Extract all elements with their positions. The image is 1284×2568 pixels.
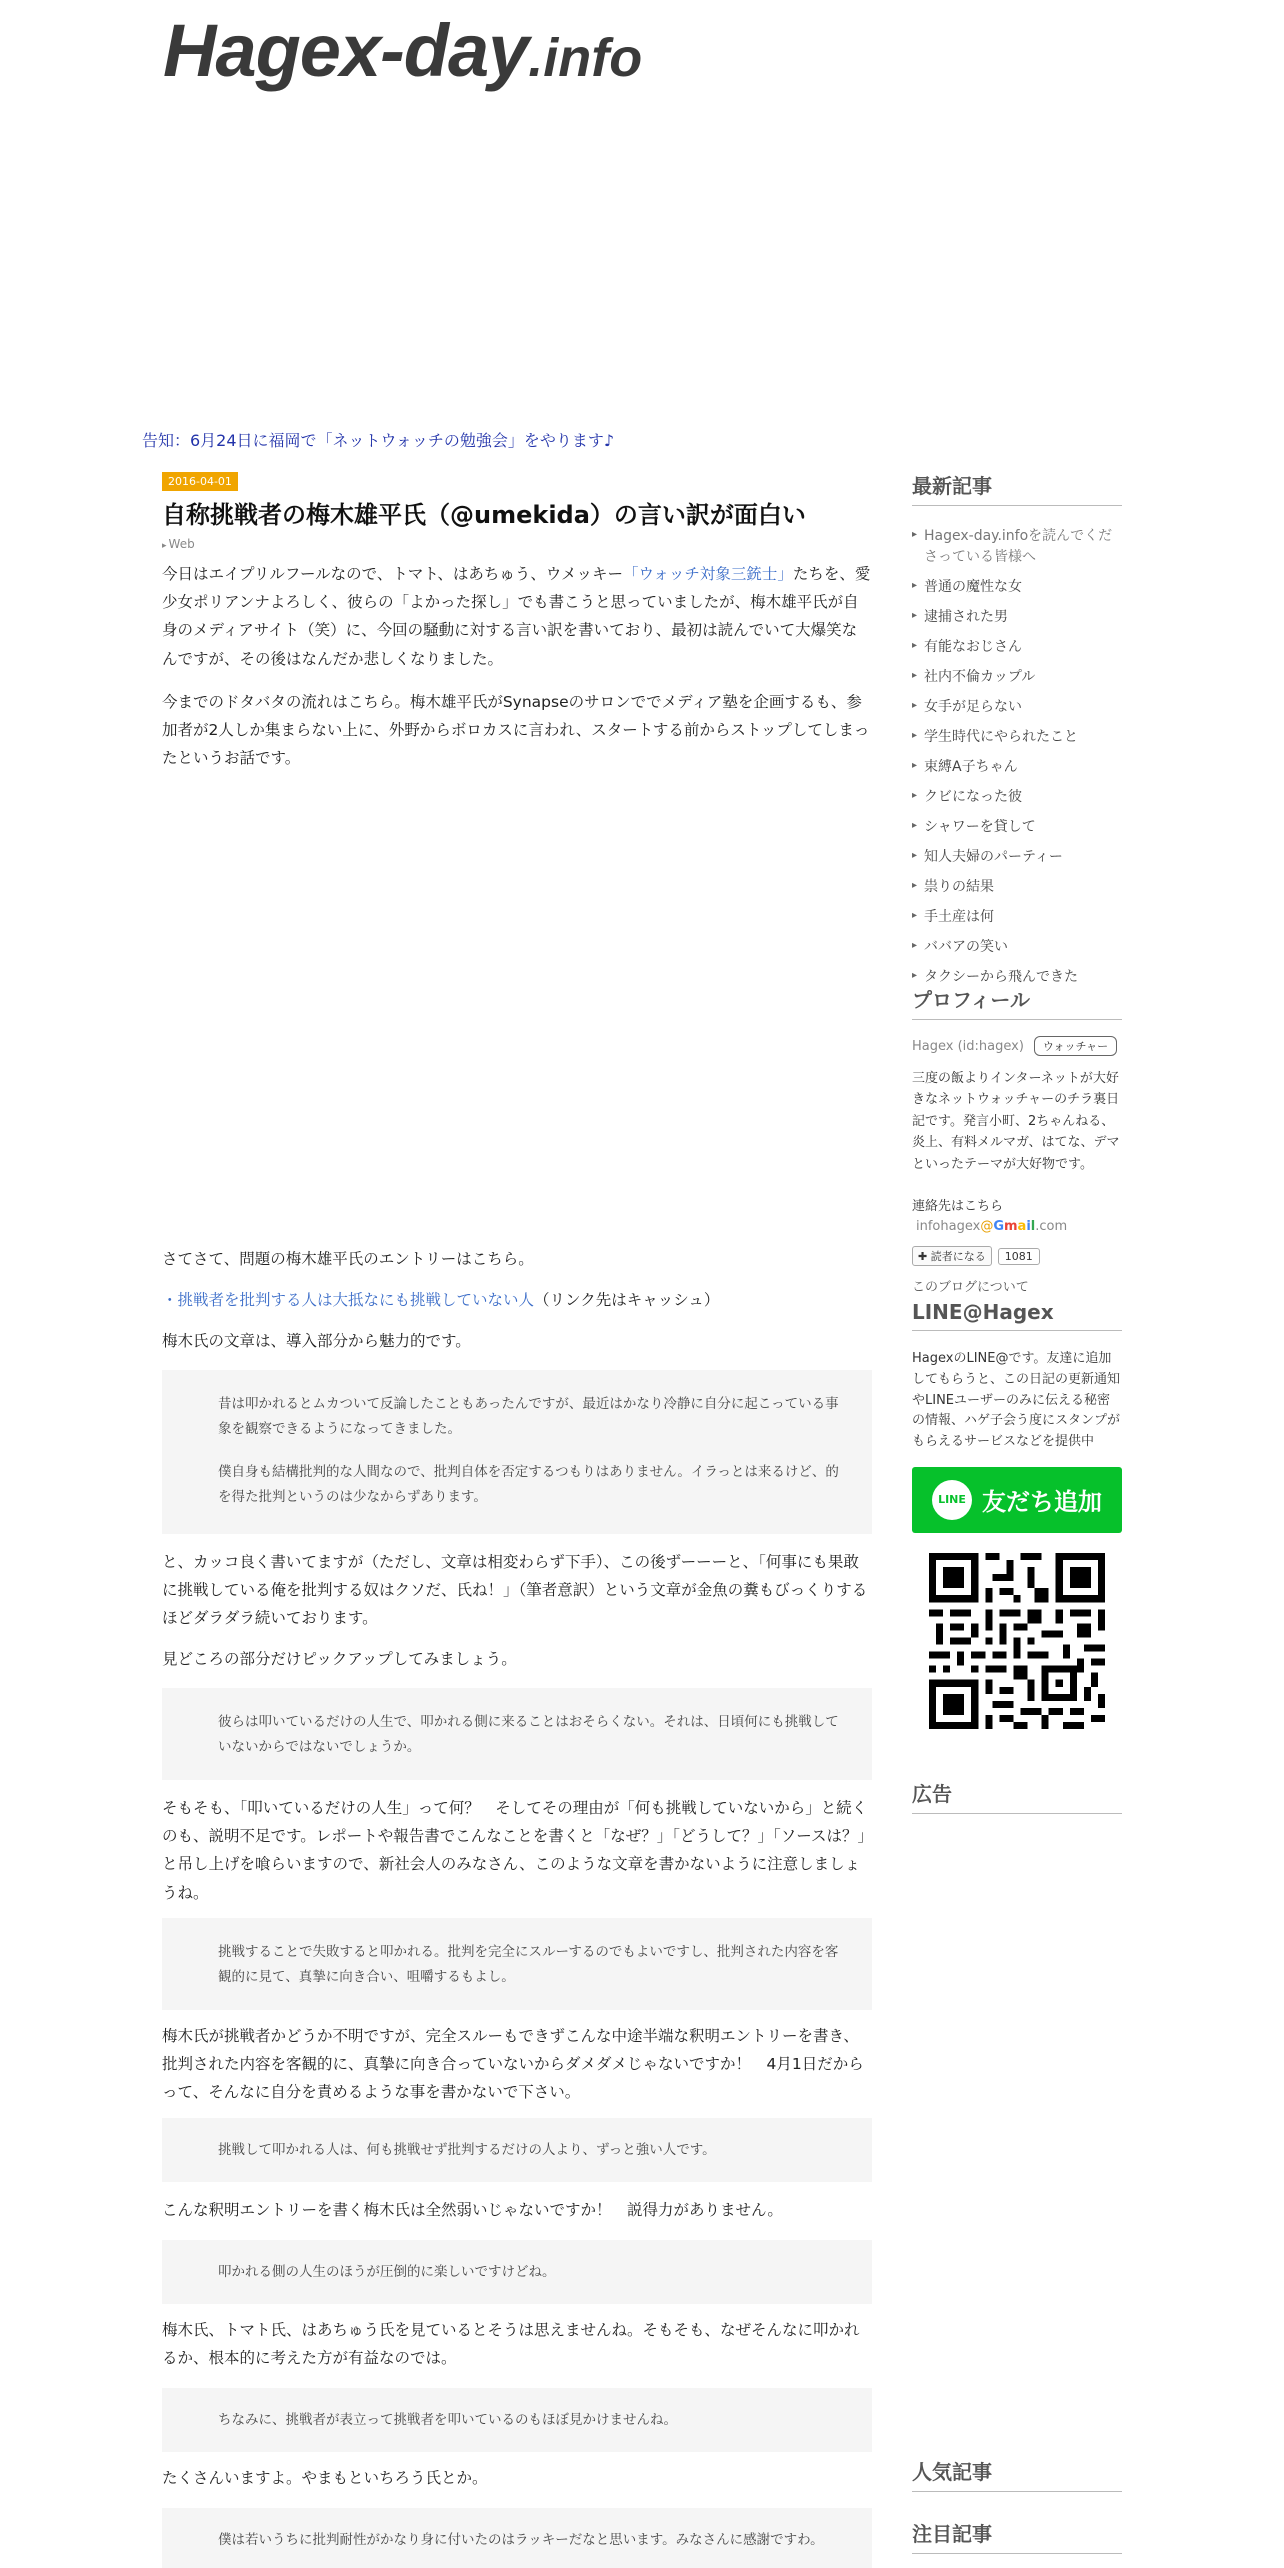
quote-2: 彼らは叩いているだけの人生で、叩かれる側に来ることはおそらくない。それは、日頃何にも挑戦していないからではないでしょうか。 xyxy=(218,1714,839,1755)
contact-block xyxy=(912,1197,1122,1236)
entry-paragraph-8: そもそも、「叩いているだけの人生」って何？ そしてその理由が「何も挑戦していないから」と続くのも、説明不足です。レポートや報告書でこんなことを書くと「なぜ？」「どうして？」「ソースは？」と吊し上げを喰らいますので、新社会人のみなさん、このような文章を書かないように注意しましょうね。 xyxy=(162,1799,868,1902)
entry-paragraph-12: たくさんいますよ。やまもといちろう氏とか。 xyxy=(162,2469,488,2487)
p1-text-after: たちを、愛少女ポリアンナよろしく、彼らの「よかった探し」でも書こうと思っていましたが、梅木雄平氏が自身のメディアサイト（笑）に、今回の騒動に対する言い訳を書いており、最初は読んでいて大爆笑なんですが、その後はなんだか悲しくなりました。 xyxy=(162,565,871,668)
blockquote-4 xyxy=(162,2118,872,2182)
entry-header xyxy=(162,470,872,551)
recent-item[interactable]: ▸ 祟りの結果 xyxy=(912,877,1122,898)
mail-at: @ xyxy=(980,1218,994,1234)
recent-item[interactable]: ▸ 学生時代にやられたこと xyxy=(912,727,1122,748)
blockquote-1 xyxy=(162,1370,872,1534)
recent-item[interactable]: ▸ 社内不倫カップル xyxy=(912,667,1122,688)
recent-item[interactable]: ▸ クビになった彼 xyxy=(912,787,1122,808)
entry-paragraph-4 xyxy=(162,1286,872,1314)
entry-paragraph-10: こんな釈明エントリーを書く梅木氏は全然弱いじゃないですか！ 説得力がありません。 xyxy=(162,2201,783,2219)
category-triangle-icon: ▸ xyxy=(162,541,167,552)
quote-1b: 僕自身も結構批判的な人間なので、批判自体を否定するつもりはありません。イラっとは来るけど、的を得た批判というのは少なからずあります。 xyxy=(218,1463,839,1505)
profile-badge: ウォッチャー xyxy=(1034,1036,1117,1056)
line-qr-code-icon[interactable] xyxy=(929,1553,1105,1729)
ad-heading: 広告 xyxy=(912,1778,1122,1814)
about-blog-link[interactable]: このブログについて xyxy=(912,1280,1029,1296)
recent-item[interactable]: ▸ 手土産は何 xyxy=(912,907,1122,928)
profile-description: 三度の飯よりインターネットが大好きなネットウォッチャーのチラ裏日記です。発言小町、2ちゃんねる、炎上、有料メルマガ、はてな、デマといったテーマが大好物です。 xyxy=(912,1071,1120,1172)
entry-category[interactable] xyxy=(162,537,872,551)
gmail-logo-icon: Gmail xyxy=(993,1218,1036,1234)
recent-item[interactable]: ▸ 知人夫婦のパーティー xyxy=(912,847,1122,868)
recent-list xyxy=(912,526,1122,988)
cache-note: （リンク先はキャッシュ） xyxy=(534,1291,720,1309)
quote-6: ちなみに、挑戦者が表立って挑戦者を叩いているのもほぼ見かけませんね。 xyxy=(218,2412,677,2428)
featured-heading: 注目記事 xyxy=(912,2518,1122,2554)
entry-date[interactable]: 2016-04-01 xyxy=(162,472,238,491)
recent-item[interactable]: ▸ 普通の魔性な女 xyxy=(912,577,1122,598)
reader-row xyxy=(912,1246,1122,1266)
entry-paragraph-3: さてさて、問題の梅木雄平氏のエントリーはこちら。 xyxy=(162,1250,534,1268)
blockquote-2 xyxy=(162,1688,872,1780)
entry-paragraph-5: 梅木氏の文章は、導入部分から魅力的です。 xyxy=(162,1332,471,1350)
site-title-sub[interactable]: .info xyxy=(528,28,643,88)
quote-1a: 昔は叩かれるとムカついて反論したこともあったんですが、最近はかなり冷静に自分に起こっている事象を観察できるようになってきました。 xyxy=(218,1396,839,1437)
quote-4: 挑戦して叩かれる人は、何も挑戦せず批判するだけの人より、ずっと強い人です。 xyxy=(218,2142,716,2158)
site-title-main[interactable]: Hagex-day xyxy=(163,9,529,92)
sidebar-popular xyxy=(912,2456,1122,2492)
recent-item[interactable]: ▸ シャワーを貸して xyxy=(912,817,1122,838)
entry-paragraph-9: 梅木氏が挑戦者かどうか不明ですが、完全スルーもできずこんな中途半端な釈明エントリーを書き、批判された内容を客観的に、真摯に向き合っていないからダメダメじゃないですか！ 4月1日だからって、そんなに自分を責めるような事を書かないで下さい。 xyxy=(162,2027,864,2102)
recent-item[interactable]: ▸ 女手が足らない xyxy=(912,697,1122,718)
entry-paragraph-2: 今までのドタバタの流れはこちら。梅木雄平氏がSynapseのサロンででメディア塾を企画するも、参加者が2人しか集まらない上に、外野からボロカスに言われ、スタートする前からストップしてしまったというお話です。 xyxy=(162,693,870,768)
recent-item[interactable]: ▸ ババアの笑い xyxy=(912,937,1122,958)
contact-label: 連絡先はこちら xyxy=(912,1199,1004,1215)
umeki-entry-link[interactable]: ・挑戦者を批判する人は大抵なにも挑戦していない人 xyxy=(162,1291,535,1309)
category-label[interactable]: Web xyxy=(168,537,195,552)
sidebar-ad xyxy=(912,1778,1122,1814)
p1-text-before: 今日はエイプリルフールなので、トマト、はあちゅう、ウメッキー xyxy=(162,565,623,583)
profile-heading: プロフィール xyxy=(912,984,1122,1020)
sidebar-recent xyxy=(912,470,1122,997)
recent-item[interactable]: ▸ 有能なおじさん xyxy=(912,637,1122,658)
line-logo-icon: LINE xyxy=(932,1480,972,1520)
mail-user: infohagex xyxy=(916,1218,981,1234)
sidebar-profile xyxy=(912,984,1122,1295)
recent-heading: 最新記事 xyxy=(912,470,1122,506)
reader-count[interactable]: 1081 xyxy=(998,1248,1040,1265)
quote-7: 僕は若いうちに批判耐性がかなり身に付いたのはラッキーだなと思います。みなさんに感謝ですわ。 xyxy=(218,2532,824,2548)
recent-item[interactable]: ▸ タクシーから飛んできた xyxy=(912,967,1122,988)
recent-item[interactable]: ▸ 逮捕された男 xyxy=(912,607,1122,628)
event-notice-link[interactable]: 告知：6月24日に福岡で「ネットウォッチの勉強会」をやります♪ xyxy=(142,431,615,450)
line-add-friend-label: 友だち追加 xyxy=(982,1488,1102,1517)
popular-heading: 人気記事 xyxy=(912,2456,1122,2492)
contact-email xyxy=(916,1217,1122,1237)
recent-item[interactable]: ▸ 束縛A子ちゃん xyxy=(912,757,1122,778)
entry-paragraph-1 xyxy=(162,560,872,673)
blockquote-7 xyxy=(162,2508,872,2568)
blockquote-5 xyxy=(162,2240,872,2304)
quote-5: 叩かれる側の人生のほうが圧倒的に楽しいですけどね。 xyxy=(218,2264,556,2280)
blockquote-3 xyxy=(162,1918,872,2010)
entry-paragraph-7: 見どころの部分だけピックアップしてみましょう。 xyxy=(162,1650,517,1668)
entry-paragraph-6: と、カッコ良く書いてますが（ただし、文章は相変わらず下手）、この後ずーーーと、「何事にも果敢に挑戦している俺を批判する奴はクソだ、氏ね！」（筆者意訳）という文章が金魚の糞もびっくりするほどダラダラ続いております。 xyxy=(162,1553,868,1628)
site-title[interactable] xyxy=(163,8,642,93)
entry-paragraph-11: 梅木氏、トマト氏、はあちゅう氏を見ているとそうは思えませんね。そもそも、なぜそんなに叩かれるか、根本的に考えた方が有益なのでは。 xyxy=(162,2321,860,2368)
entry-title[interactable]: 自称挑戦者の梅木雄平氏（@umekida）の言い訳が面白い xyxy=(162,501,806,529)
blockquote-6 xyxy=(162,2388,872,2452)
mail-tld: .com xyxy=(1035,1218,1068,1234)
watch-target-link[interactable]: 「ウォッチ対象三銃士」 xyxy=(622,565,793,583)
recent-item[interactable]: ▸ Hagex-day.infoを読んでくださっている皆様へ xyxy=(912,526,1122,568)
quote-3: 挑戦することで失敗すると叩かれる。批判を完全にスルーするのでもよいですし、批判された内容を客観的に見て、真摯に向き合い、咀嚼するもよし。 xyxy=(218,1944,839,1985)
profile-id-row xyxy=(912,1036,1122,1056)
line-add-friend-button[interactable] xyxy=(912,1467,1122,1533)
line-description: HagexのLINE@です。友達に追加してもらうと、この日記の更新通知やLINEユーザーのみに伝える秘密の情報、ハゲ子会う度にスタンプがもらえるサービスなどを提供中 xyxy=(912,1351,1121,1450)
sidebar-line xyxy=(912,1300,1122,1729)
line-heading: LINE@Hagex xyxy=(912,1300,1122,1331)
sidebar-featured xyxy=(912,2518,1122,2554)
subscribe-button[interactable]: ✚ 読者になる xyxy=(912,1246,992,1266)
profile-id[interactable]: Hagex (id:hagex) xyxy=(912,1038,1024,1054)
